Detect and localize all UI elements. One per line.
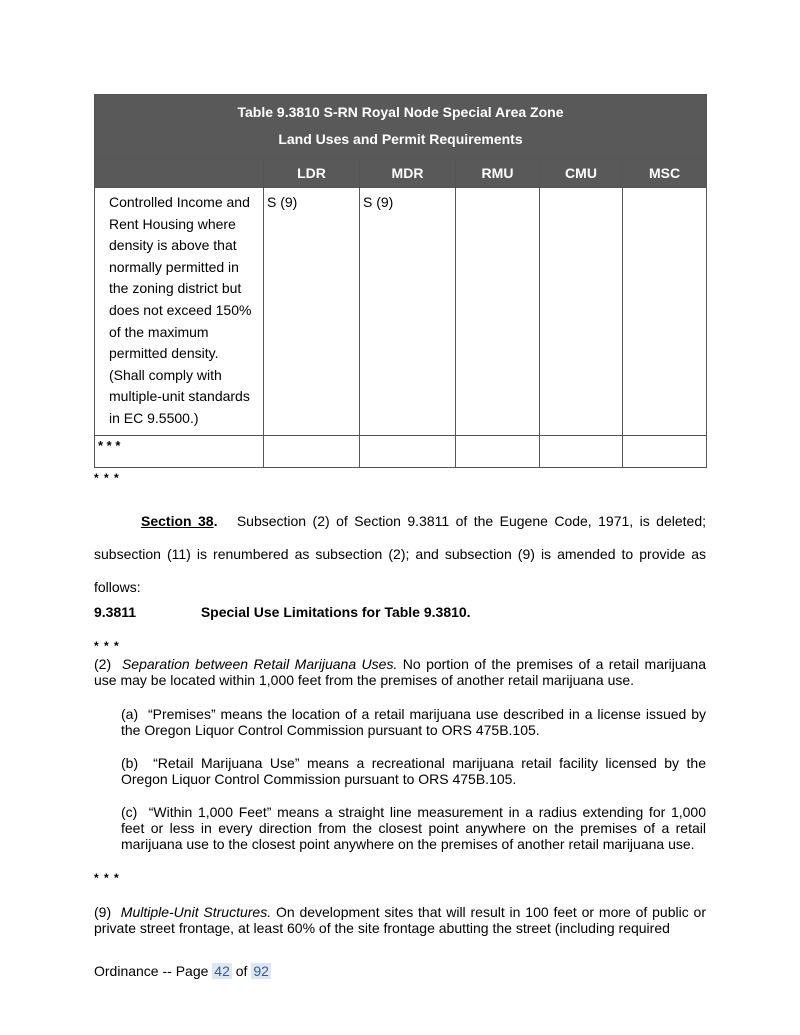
item-9-text: On development sites that will result in 100 feet or more of public or private street frontage, at least 60% of the site frontage abutting the street (including required: [94, 904, 706, 936]
total-pages-field[interactable]: 92: [253, 963, 269, 979]
omission-marker: * * *: [94, 639, 120, 653]
sub-c-text: “Within 1,000 Feet” means a straight line measurement in a radius extending for 1,000 feet or less in every direction from the closest point anywhere on the premises of a retail marijuana use to the closest point anywhere on the premises of another retail marijuana use.: [121, 804, 706, 852]
column-header-use: [95, 159, 264, 188]
land-use-description: Controlled Income and Rent Housing where density is above that normally permitted in the zoning district but does not exceed 150% of the maximum permitted density. (Shall comply with multiple-unit standards in EC 9.5500.): [95, 188, 264, 436]
item-2-paragraph: [94, 656, 706, 688]
table-header-row: [95, 159, 707, 188]
table-row: [95, 188, 707, 436]
empty-cell: [360, 435, 456, 467]
sub-c-label: (c): [121, 804, 138, 820]
column-header-ldr: LDR: [264, 159, 360, 188]
sub-a-label: (a): [121, 706, 139, 722]
sub-b-label: (b): [121, 755, 139, 771]
section-heading-title: Special Use Limitations for Table 9.3810.: [200, 604, 471, 620]
item-9-paragraph: [94, 904, 706, 936]
cell-msc: [623, 188, 707, 436]
column-header-msc: MSC: [623, 159, 707, 188]
sub-a-text: “Premises” means the location of a retail marijuana use described in a license issued by the Oregon Liquor Control Commission pursuant to ORS 475B.105.: [121, 706, 707, 738]
column-header-rmu: RMU: [456, 159, 540, 188]
section-number: 9.3811: [94, 604, 137, 620]
cell-ldr: S (9): [264, 188, 360, 436]
sub-b-paragraph: [121, 755, 706, 787]
land-use-table: [94, 94, 707, 468]
item-2-label: (2): [94, 656, 112, 672]
empty-cell: [264, 435, 360, 467]
column-header-mdr: MDR: [360, 159, 456, 188]
section-38-text: Subsection (2) of Section 9.3811 of the Eugene Code, 1971, is deleted; subsection (11) is renumbered as subsection (2); and subsection (9) is amended to provide as follows:: [94, 513, 706, 595]
omission-marker: * * *: [95, 435, 264, 467]
item-9-heading: Multiple-Unit Structures.: [120, 904, 272, 920]
omission-marker: * * *: [94, 871, 120, 885]
page-number-field[interactable]: 42: [214, 963, 230, 979]
item-2-text: No portion of the premises of a retail marijuana use may be located within 1,000 feet from the premises of another retail marijuana use.: [94, 656, 707, 688]
cell-rmu: [456, 188, 540, 436]
empty-cell: [456, 435, 540, 467]
section-heading: [94, 604, 471, 620]
omission-marker: * * *: [94, 471, 120, 485]
column-header-cmu: CMU: [540, 159, 623, 188]
sub-a-paragraph: [121, 706, 706, 738]
table-title: [95, 95, 707, 159]
table-title-line-1: Table 9.3810 S-RN Royal Node Special Area Zone: [237, 104, 564, 120]
cell-mdr: S (9): [360, 188, 456, 436]
section-38-paragraph: Section 38. Subsection (2) of Section 9.3811 of the Eugene Code, 1971, is deleted; subsection (11) is renumbered as subsection (2); and subsection (9) is amended to provide as follows:: [94, 513, 706, 595]
item-2-heading: Separation between Retail Marijuana Uses.: [121, 656, 398, 672]
section-38-title: Section 38: [141, 513, 214, 529]
item-9-label: (9): [94, 904, 112, 920]
page-footer: [94, 963, 271, 979]
cell-cmu: [540, 188, 623, 436]
footer-of: of: [235, 963, 248, 979]
empty-cell: [623, 435, 707, 467]
sub-b-text: “Retail Marijuana Use” means a recreational marijuana retail facility licensed by the Oregon Liquor Control Commission pursuant to ORS 475B.105.: [121, 755, 706, 787]
sub-c-paragraph: [121, 804, 706, 852]
table-title-line-2: Land Uses and Permit Requirements: [278, 131, 523, 147]
footer-prefix: Ordinance -- Page: [94, 963, 209, 979]
table-row-omission: [95, 435, 707, 467]
empty-cell: [540, 435, 623, 467]
